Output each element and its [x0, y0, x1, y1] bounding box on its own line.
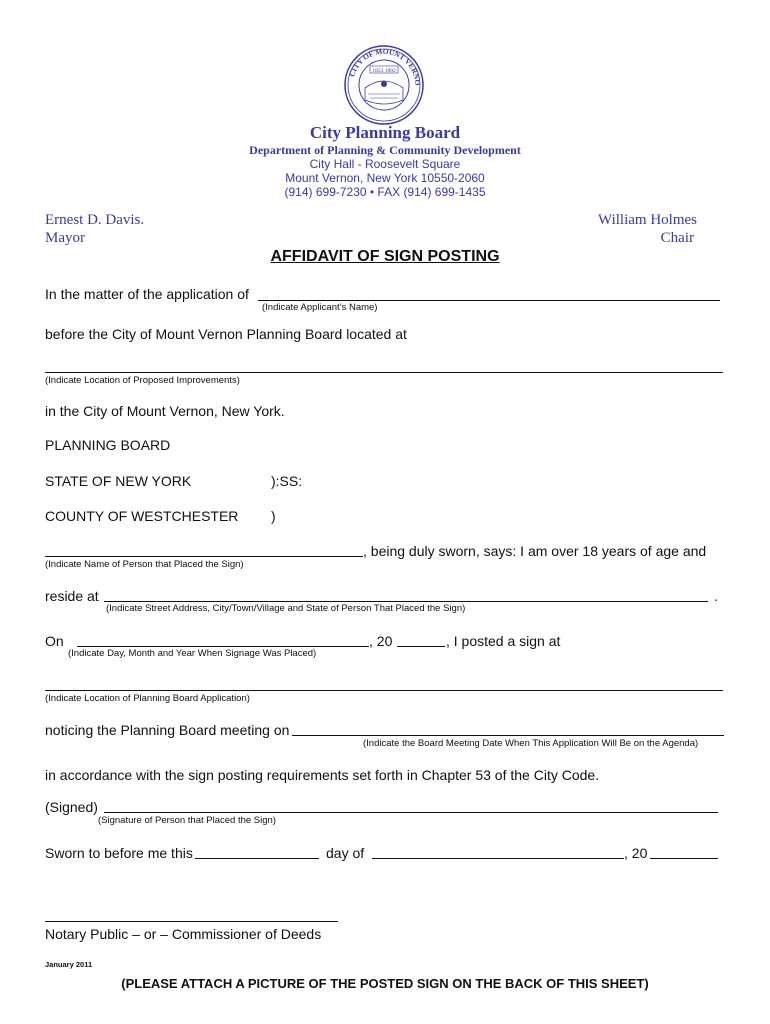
mayor-title: Mayor [45, 230, 85, 246]
reside-period: . [714, 588, 718, 604]
reside-label: reside at [45, 588, 99, 604]
signature-hint: (Signature of Person that Placed the Sign) [98, 815, 276, 826]
matter-label: In the matter of the application of [45, 286, 249, 302]
person-name-field[interactable] [45, 556, 363, 557]
date-code: January 2011 [45, 960, 93, 969]
on-label: On [45, 633, 64, 649]
day-of-label: day of [326, 845, 365, 861]
sworn-day-field[interactable] [195, 858, 319, 859]
proposed-location-field[interactable] [45, 372, 723, 373]
form-title: AFFIDAVIT OF SIGN POSTING [270, 248, 500, 265]
sworn-text: , being duly sworn, says: I am over 18 years of age and [363, 543, 707, 559]
attach-note: (PLEASE ATTACH A PICTURE OF THE POSTED SIGN ON THE BACK OF THIS SHEET) [121, 976, 649, 991]
applicant-hint: (Indicate Applicant’s Name) [262, 302, 378, 313]
accordance-text: in accordance with the sign posting requirements set forth in Chapter 53 of the City Code. [45, 767, 600, 783]
residence-field[interactable] [104, 601, 708, 602]
year-prefix: , 20 [369, 633, 393, 649]
ss-mark: ):SS: [271, 473, 303, 489]
application-location-field[interactable] [45, 690, 723, 691]
county-paren: ) [271, 508, 276, 524]
seal-years: 1853 1892 [372, 68, 396, 74]
city-text: in the City of Mount Vernon, New York. [45, 403, 285, 419]
residence-hint: (Indicate Street Address, City/Town/Village and State of Person That Placed the Sign) [106, 603, 466, 614]
person-hint: (Indicate Name of Person that Placed the Sign) [45, 559, 244, 570]
noticing-label: noticing the Planning Board meeting on [45, 722, 290, 738]
state-label: STATE OF NEW YORK [45, 473, 192, 489]
date-hint: (Indicate Day, Month and Year When Signage Was Placed) [68, 648, 317, 659]
posting-date-field[interactable] [77, 646, 369, 647]
phone-fax: (914) 699-7230 • FAX (914) 699-1435 [284, 185, 486, 199]
planning-board-heading: PLANNING BOARD [45, 437, 171, 453]
sworn-before-label: Sworn to before me this [45, 845, 193, 861]
department-name: Department of Planning & Community Development [249, 143, 521, 157]
signed-label: (Signed) [45, 799, 98, 815]
posting-year-field[interactable] [397, 646, 445, 647]
county-label: COUNTY OF WESTCHESTER [45, 508, 239, 524]
sworn-month-field[interactable] [372, 858, 624, 859]
before-board-text: before the City of Mount Vernon Planning Board located at [45, 326, 407, 342]
year-suffix: , 20 [624, 845, 648, 861]
address-line-1: City Hall - Roosevelt Square [309, 157, 461, 171]
meeting-date-field[interactable] [292, 735, 724, 736]
posted-text: , I posted a sign at [446, 633, 561, 649]
mayor-name: Ernest D. Davis. [45, 212, 145, 228]
chair-name: William Holmes [598, 212, 697, 228]
svg-text:CITY OF MOUNT VERNON, N.Y. [343, 44, 422, 86]
signature-field[interactable] [104, 812, 718, 813]
meeting-hint: (Indicate the Board Meeting Date When This Application Will Be on the Agenda) [363, 738, 699, 749]
address-line-2: Mount Vernon, New York 10550-2060 [285, 171, 485, 185]
applicant-name-field[interactable] [258, 300, 720, 301]
sworn-year-field[interactable] [650, 858, 718, 859]
chair-title: Chair [660, 230, 694, 246]
seal-text: CITY OF MOUNT VERNO [347, 46, 423, 86]
board-name: City Planning Board [309, 123, 461, 142]
application-location-hint: (Indicate Location of Planning Board Application) [45, 693, 250, 704]
notary-signature-field[interactable] [45, 921, 338, 922]
notary-label: Notary Public – or – Commissioner of Deeds [45, 926, 322, 942]
city-seal [343, 44, 425, 126]
location-hint: (Indicate Location of Proposed Improvements) [45, 375, 240, 386]
